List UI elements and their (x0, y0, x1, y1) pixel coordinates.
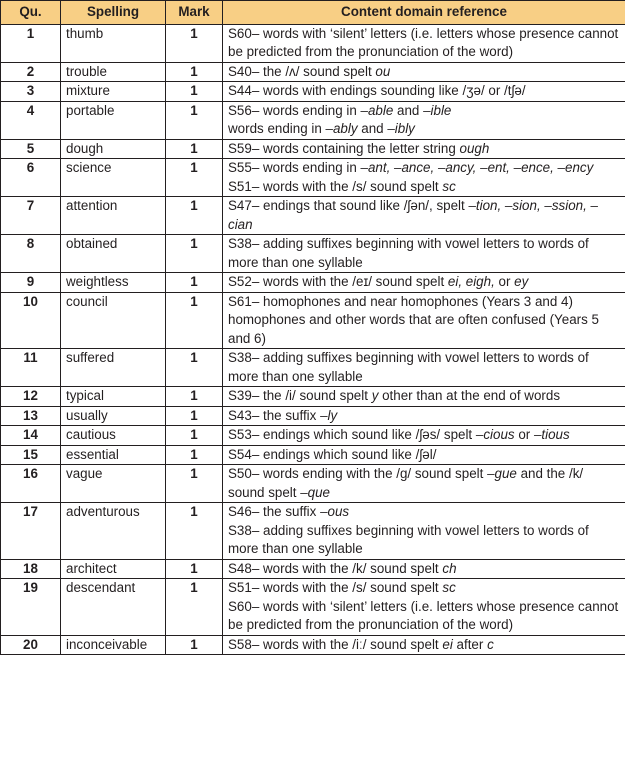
reference-text: ei (442, 636, 453, 652)
content-domain-reference (223, 465, 625, 503)
spelling-word: typical (61, 387, 166, 407)
question-number: 3 (1, 82, 61, 102)
reference-text: –ly (320, 407, 338, 423)
reference-text: other than at the end of words (378, 388, 561, 403)
mark-value: 1 (166, 503, 223, 560)
reference-text: S58– words with the /iː/ sound spelt (228, 636, 443, 652)
content-domain-reference (223, 349, 625, 387)
reference-text: S48– words with the /k/ sound spelt (228, 560, 443, 576)
content-domain-reference (223, 159, 625, 197)
mark-value: 1 (166, 445, 223, 465)
reference-line (228, 349, 620, 386)
mark-value: 1 (166, 635, 223, 655)
reference-line (228, 140, 620, 159)
table-body (1, 24, 625, 655)
reference-text: S51– words with the /s/ sound spelt (228, 580, 443, 595)
reference-text: and the /k/ sound spelt (228, 466, 584, 500)
reference-text: –tious (533, 427, 570, 442)
content-domain-reference (223, 139, 625, 159)
reference-text: c (487, 636, 494, 652)
reference-text: S61– homophones and near homophones (Years 3 and 4) homophones and other words that are often confused (Years 5 and 6) (228, 293, 599, 346)
table-row (1, 139, 625, 159)
reference-line (228, 102, 620, 121)
reference-line (228, 293, 620, 349)
spelling-word: trouble (61, 62, 166, 82)
table-row (1, 62, 625, 82)
reference-line (228, 197, 620, 234)
spelling-word: suffered (61, 349, 166, 387)
reference-text: after (452, 636, 488, 652)
spelling-word: architect (61, 559, 166, 579)
reference-line (228, 560, 620, 579)
table-row (1, 273, 625, 293)
spelling-word: portable (61, 101, 166, 139)
reference-text: S50– words ending with the /g/ sound spelt (228, 466, 488, 481)
table-row (1, 101, 625, 139)
reference-text: S44– words with endings sounding like /ʒə/ or /tʃə/ (228, 83, 526, 98)
mark-value: 1 (166, 139, 223, 159)
table-row (1, 465, 625, 503)
mark-value: 1 (166, 559, 223, 579)
reference-text: ei, eigh, (447, 274, 495, 289)
question-number: 9 (1, 273, 61, 293)
reference-text: –tion, –sion, –ssion, –cian (228, 198, 598, 232)
table-row (1, 82, 625, 102)
content-domain-reference (223, 292, 625, 349)
content-domain-reference (223, 235, 625, 273)
table-row (1, 24, 625, 62)
spelling-word: dough (61, 139, 166, 159)
header-question: Qu. (1, 1, 61, 25)
content-domain-reference (223, 579, 625, 636)
spelling-word: cautious (61, 426, 166, 446)
table-row (1, 406, 625, 426)
reference-line (228, 503, 620, 522)
reference-text: –ibly (387, 121, 415, 136)
reference-text: S47– endings that sound like /ʃən/, spelt (228, 198, 469, 213)
reference-line (228, 426, 620, 445)
reference-text: –ably (325, 121, 358, 136)
question-number: 5 (1, 139, 61, 159)
question-number: 14 (1, 426, 61, 446)
reference-text: S38– adding suffixes beginning with vowel letters to words of more than one syllable (228, 350, 589, 384)
reference-line (228, 446, 620, 465)
spelling-word: inconceivable (61, 635, 166, 655)
reference-line (228, 63, 620, 82)
header-spelling: Spelling (61, 1, 166, 25)
mark-value: 1 (166, 579, 223, 636)
mark-value: 1 (166, 235, 223, 273)
reference-text: S52– words with the /eɪ/ sound spelt (228, 274, 448, 289)
content-domain-reference (223, 426, 625, 446)
reference-line (228, 636, 620, 655)
table-row (1, 159, 625, 197)
spelling-word: council (61, 292, 166, 349)
reference-line (228, 25, 620, 62)
mark-value: 1 (166, 349, 223, 387)
question-number: 13 (1, 406, 61, 426)
table-row (1, 503, 625, 560)
reference-text: S51– words with the /s/ sound spelt (228, 178, 443, 194)
reference-text: S55– words ending in (228, 160, 361, 175)
table-row (1, 579, 625, 636)
reference-text: and (393, 102, 424, 118)
reference-line (228, 159, 620, 178)
spelling-word: vague (61, 465, 166, 503)
reference-text: S53– endings which sound like /ʃəs/ spelt (228, 427, 476, 442)
reference-line (228, 235, 620, 272)
reference-text: S43– the suffix (228, 407, 321, 423)
header-row (1, 1, 625, 25)
mark-value: 1 (166, 197, 223, 235)
reference-line (228, 407, 620, 426)
question-number: 1 (1, 24, 61, 62)
table-row (1, 292, 625, 349)
table-header (1, 1, 625, 25)
reference-line (228, 522, 620, 559)
reference-text: –gue (487, 466, 517, 481)
content-domain-reference (223, 559, 625, 579)
question-number: 10 (1, 292, 61, 349)
table-row (1, 349, 625, 387)
mark-value: 1 (166, 465, 223, 503)
content-domain-reference (223, 635, 625, 655)
table-row (1, 559, 625, 579)
mark-value: 1 (166, 24, 223, 62)
reference-text: ough (459, 140, 490, 156)
mark-value: 1 (166, 406, 223, 426)
reference-text: S54– endings which sound like /ʃəl/ (228, 446, 437, 462)
reference-text: S60– words with ‘silent’ letters (i.e. letters whose presence cannot be predicted from the pronunciation of the word) (228, 598, 619, 632)
reference-text: S40– the /ʌ/ sound spelt (228, 63, 376, 79)
spelling-word: essential (61, 445, 166, 465)
spelling-word: attention (61, 197, 166, 235)
mark-value: 1 (166, 101, 223, 139)
reference-text: ch (442, 560, 457, 576)
reference-text: ou (375, 63, 391, 79)
reference-text: words ending in (228, 121, 326, 136)
reference-line (228, 598, 620, 635)
table-row (1, 387, 625, 407)
table-row (1, 445, 625, 465)
reference-text: y (371, 388, 379, 403)
spelling-word: science (61, 159, 166, 197)
reference-line (228, 120, 620, 139)
content-domain-reference (223, 387, 625, 407)
question-number: 12 (1, 387, 61, 407)
reference-text: S59– words containing the letter string (228, 140, 460, 156)
reference-line (228, 579, 620, 598)
content-domain-reference (223, 503, 625, 560)
content-domain-reference (223, 406, 625, 426)
spelling-word: adventurous (61, 503, 166, 560)
mark-value: 1 (166, 82, 223, 102)
reference-text: –able (360, 102, 394, 118)
content-domain-reference (223, 82, 625, 102)
reference-text: S38– adding suffixes beginning with vowel letters to words of more than one syllable (228, 522, 589, 556)
reference-text: S46– the suffix (228, 504, 321, 519)
spelling-word: descendant (61, 579, 166, 636)
table-row (1, 426, 625, 446)
question-number: 7 (1, 197, 61, 235)
mark-value: 1 (166, 426, 223, 446)
mark-value: 1 (166, 387, 223, 407)
question-number: 17 (1, 503, 61, 560)
spelling-word: usually (61, 406, 166, 426)
header-content-domain-reference: Content domain reference (223, 1, 625, 25)
reference-text: S39– the /i/ sound spelt (228, 388, 372, 403)
spelling-word: weightless (61, 273, 166, 293)
question-number: 2 (1, 62, 61, 82)
reference-text: –ant, –ance, –ancy, –ent, –ence, –ency (360, 160, 594, 175)
question-number: 11 (1, 349, 61, 387)
reference-text: or (514, 427, 534, 442)
content-domain-reference (223, 62, 625, 82)
reference-text: sc (442, 580, 456, 595)
content-domain-reference (223, 445, 625, 465)
reference-text: –cious (475, 427, 515, 442)
question-number: 16 (1, 465, 61, 503)
question-number: 4 (1, 101, 61, 139)
question-number: 6 (1, 159, 61, 197)
header-mark: Mark (166, 1, 223, 25)
question-number: 18 (1, 559, 61, 579)
mark-value: 1 (166, 62, 223, 82)
reference-text: sc (442, 178, 456, 194)
content-domain-reference (223, 273, 625, 293)
reference-line (228, 82, 620, 101)
reference-text: –ible (423, 102, 452, 118)
reference-text: –que (300, 484, 331, 500)
reference-text: –ous (320, 504, 350, 519)
reference-text: or (494, 274, 515, 289)
content-domain-reference (223, 24, 625, 62)
reference-text: ey (514, 274, 529, 289)
reference-line (228, 465, 620, 502)
reference-text: S38– adding suffixes beginning with vowel letters to words of more than one syllable (228, 236, 589, 270)
question-number: 15 (1, 445, 61, 465)
reference-text: S56– words ending in (228, 102, 361, 118)
reference-line (228, 178, 620, 197)
table-row (1, 235, 625, 273)
content-domain-reference (223, 197, 625, 235)
reference-text: S60– words with ‘silent’ letters (i.e. letters whose presence cannot be predicted from the pronunciation of the word) (228, 25, 619, 59)
question-number: 19 (1, 579, 61, 636)
spelling-word: thumb (61, 24, 166, 62)
spelling-word: obtained (61, 235, 166, 273)
reference-text: and (357, 121, 388, 136)
reference-line (228, 387, 620, 406)
table-row (1, 635, 625, 655)
spelling-word: mixture (61, 82, 166, 102)
question-number: 8 (1, 235, 61, 273)
mark-value: 1 (166, 292, 223, 349)
mark-value: 1 (166, 159, 223, 197)
table-row (1, 197, 625, 235)
question-number: 20 (1, 635, 61, 655)
mark-value: 1 (166, 273, 223, 293)
reference-line (228, 273, 620, 292)
content-domain-reference (223, 101, 625, 139)
